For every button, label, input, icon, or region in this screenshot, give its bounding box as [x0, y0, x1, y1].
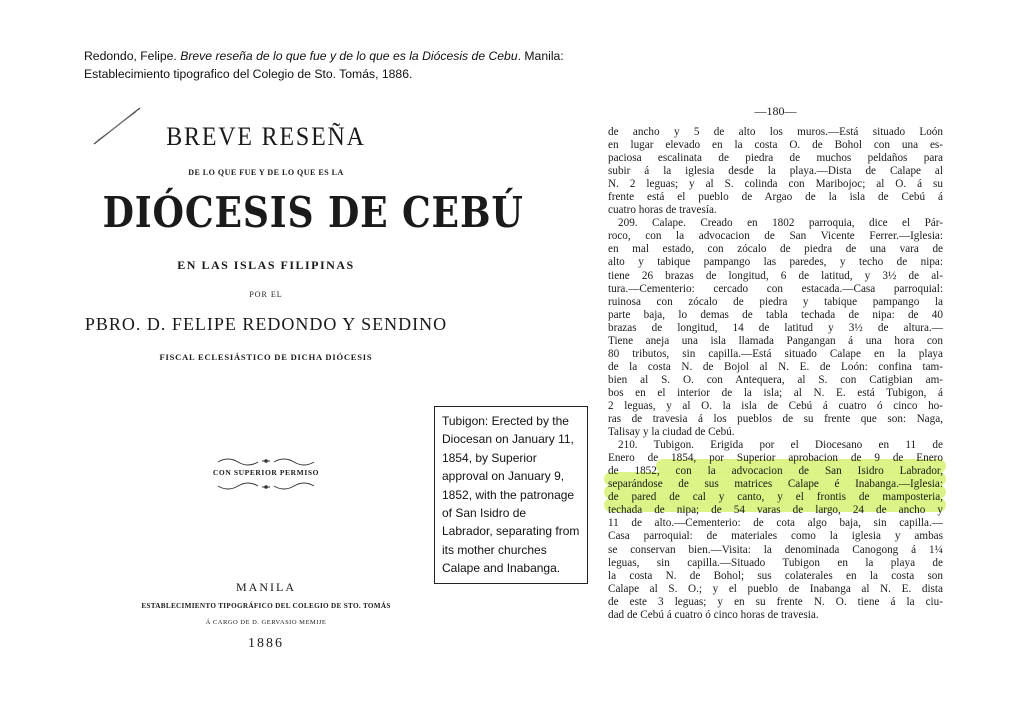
text-line: 210. Tubigon. Erigida por el Diocesano en 11 de — [618, 439, 943, 452]
text-line: de 1852, con la advocacion de San Isidro Labrador, — [608, 465, 943, 478]
text-line: bos en el interior de la isla; al N. E. está Tubigon, á — [608, 386, 943, 399]
text-line: Casa parroquial: de materiales como la iglesia y ambas — [608, 530, 943, 543]
title-subline: DE LO QUE FUE Y DE LO QUE ES LA — [188, 168, 344, 177]
text-line: leguas, sin capilla.—Situado Tubigon en la playa de — [608, 556, 943, 569]
title-cargo: Á CARGO DE D. GERVASIO MEMIJE — [205, 619, 327, 626]
text-line: bien al S. O. con Antequera, al S. con Catigbian am- — [608, 373, 943, 386]
text-line: Enero de 1854, por Superior aprobacion de 9 de Enero — [608, 452, 943, 465]
text-line: 209. Calape. Creado en 1802 parroquia, dice el Pár- — [618, 217, 943, 230]
title-fiscal: FISCAL ECLESIÁSTICO DE DICHA DIÓCESIS — [159, 352, 373, 362]
text-line: N. 2 leguas; y al S. colinda con Maribojoc; al O. á su — [608, 178, 943, 191]
page-number: —180— — [754, 104, 797, 118]
title-diocesis: DIÓCESIS DE CEBÚ — [102, 188, 524, 237]
title-city: MANILA — [236, 580, 296, 594]
ornament-bottom-icon — [216, 482, 316, 492]
title-islas: EN LAS ISLAS FILIPINAS — [177, 258, 355, 272]
text-line: roco, con la advocacion de San Vicente Ferrer.—Iglesia: — [608, 230, 943, 243]
annotation-box — [434, 406, 588, 584]
text-line: ruinosa con zócalo de piedra y tabique pampango la — [608, 295, 943, 308]
text-line: tura.—Cementerio: cercado con estacada.—Casa parroquial: — [608, 282, 943, 295]
text-line: 80 tributos, sin capilla.—Está situado Calape en la playa — [608, 347, 943, 360]
text-line: Calape al S. O.; y el pueblo de Inabanga al N. E. dista — [608, 582, 943, 595]
text-line: cuatro horas de travesía. — [608, 204, 717, 217]
text-line: paciosa escalinata de piedra de muchos peldaños para — [608, 152, 943, 165]
text-line: alto y tabique pampango las paredes, y techo de nipa: — [608, 256, 943, 269]
text-line: techada de nipa; de 54 varas de largo, 24 de ancho y — [608, 504, 943, 517]
text-line: la costa N. de Bohol; sus colaterales en la costa son — [608, 569, 943, 582]
text-line: brazas de longitud, 14 de latitud y 3½ de altura.— — [608, 321, 943, 334]
title-permiso: CON SUPERIOR PERMISO — [212, 468, 320, 477]
text-line: Tiene aneja una isla llamada Pangangan á una hora con — [608, 334, 943, 347]
annotation-text: Tubigon: Erected by the Diocesan on January 11, 1854, by Superior approval on January 9, 1852, with the patronage of San Isidro de Labrador, separating from its mother churches Calape and Inabanga. — [442, 414, 580, 576]
title-printer: ESTABLECIMIENTO TIPOGRÁFICO DEL COLEGIO DE STO. TOMÁS — [141, 602, 391, 610]
text-line: frente está el pueblo de Argao de la isla de Cebú á — [608, 191, 943, 204]
text-line: subir á la iglesia desde la playa.—Dista de Calape al — [608, 165, 943, 178]
title-author: PBRO. D. FELIPE REDONDO Y SENDINO — [84, 314, 448, 334]
citation-title: Breve reseña de lo que fue y de lo que es la Diócesis de Cebu — [180, 49, 518, 63]
page-body — [608, 126, 943, 622]
text-line: tiene 26 brazas de longitud, 6 de latitud, y 3½ de al- — [608, 269, 943, 282]
text-line: separándose de sus matrices Calape é Inabanga.—Iglesia: — [608, 478, 943, 491]
text-line: de este 3 leguas; y en su frente N. O. tiene á la ciu- — [608, 595, 943, 608]
citation — [84, 47, 644, 83]
text-line: Talisay y la ciudad de Cebú. — [608, 426, 735, 439]
text-line: ras de travesia á los pueblos de su frente que son: Naga, — [608, 413, 943, 426]
citation-prefix: Redondo, Felipe. — [84, 49, 181, 63]
text-line: parte baja, lo demas de tabla techada de nipa: de 40 — [608, 308, 943, 321]
text-line: dad de Cebú á cuatro ó cinco horas de travesia. — [608, 608, 819, 621]
text-line: 11 de alto.—Cementerio: de cota algo baja, sin capilla.— — [608, 517, 943, 530]
title-year: 1886 — [248, 636, 284, 651]
text-line: de ancho y 5 de alto los muros.—Está situado Loón — [608, 126, 943, 138]
title-por-el: POR EL — [249, 290, 283, 299]
text-line: 2 leguas, y al O. la isla de Cebú á cuatro ó cinco ho- — [608, 399, 943, 412]
title-breve-resena: BREVE RESEÑA — [166, 122, 366, 151]
text-line: en mal estado, con zócalo de piedra de una vara de — [608, 243, 943, 256]
page-180-scan — [608, 104, 943, 664]
text-line: de pared de cal y canto, y el frontis de mamposteria, — [608, 491, 943, 504]
text-line: de la costa N. de Bojol al N. E. de Loón: confina tam- — [608, 360, 943, 373]
citation-suffix: . Manila: Establecimiento tipografico del Colegio de Sto. Tomás, 1886. — [84, 49, 564, 81]
ornament-top-icon — [216, 456, 316, 466]
text-line: se conservan bien.—Visita: la denominada Canogong á 1¼ — [608, 543, 943, 556]
text-line: en lugar elevado en la costa O. de Bohol con una es- — [608, 139, 943, 152]
